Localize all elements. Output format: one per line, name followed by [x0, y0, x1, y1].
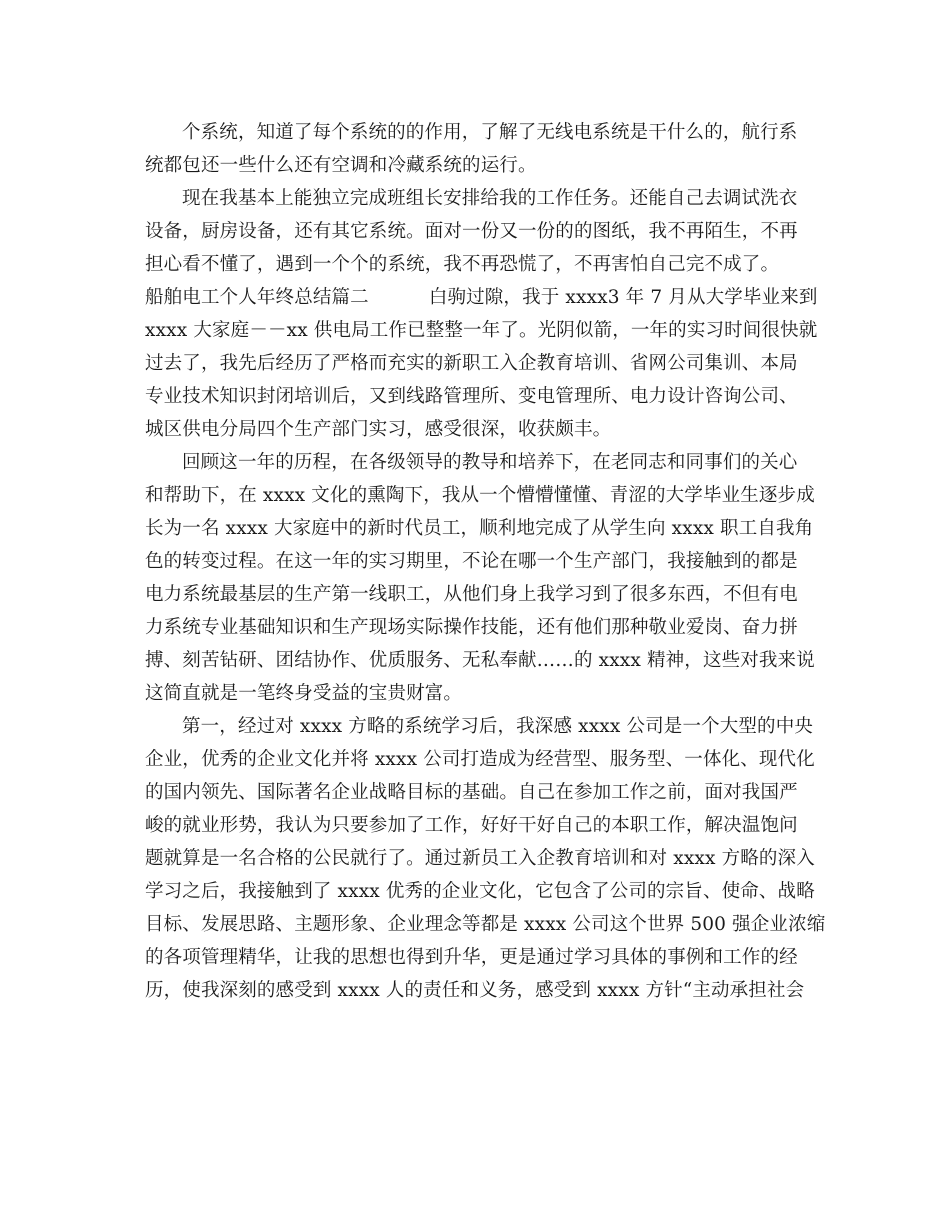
section-heading: 船舶电工个人年终总结篇二: [145, 287, 369, 308]
text-line: 题就算是一名合格的公民就行了。通过新员工入企教育培训和对 xxxx 方略的深入: [145, 848, 815, 869]
text-line: 城区供电分局四个生产部门实习，感受很深，收获颇丰。: [145, 419, 612, 440]
text-line: 专业技术知识封闭培训后，又到线路管理所、变电管理所、电力设计咨询公司、: [145, 386, 798, 407]
text-line: 搏、刻苦钻研、团结协作、优质服务、无私奉献……的 xxxx 精神，这些对我来说: [145, 650, 815, 671]
text-line: 过去了，我先后经历了严格而充实的新职工入企教育培训、省网公司集训、本局: [145, 353, 798, 374]
text-line: 力系统专业基础知识和生产现场实际操作技能，还有他们那种敬业爱岗、奋力拼: [145, 617, 798, 638]
section-heading-text: 白驹过隙，我于 xxxx3 年 7 月从大学毕业来到: [428, 287, 818, 308]
text-line: 企业，优秀的企业文化并将 xxxx 公司打造成为经营型、服务型、一体化、现代化: [145, 749, 815, 770]
text-line: 这简直就是一笔终身受益的宝贵财富。: [145, 683, 463, 704]
text-line: 和帮助下，在 xxxx 文化的熏陶下，我从一个懵懵懂懂、青涩的大学毕业生逐步成: [145, 485, 815, 506]
text-line: 统都包还一些什么还有空调和冷藏系统的运行。: [145, 155, 537, 176]
text-line: xxxx 大家庭－－xx 供电局工作已整整一年了。光阴似箭，一年的实习时间很快就: [145, 320, 818, 341]
text-line: 电力系统最基层的生产第一线职工，从他们身上我学习到了很多东西，不但有电: [145, 584, 798, 605]
text-line: 色的转变过程。在这一年的实习期里，不论在哪一个生产部门，我接触到的都是: [145, 551, 798, 572]
text-line: 目标、发展思路、主题形象、企业理念等都是 xxxx 公司这个世界 500 强企业浓缩: [145, 914, 826, 935]
section-heading-line: [145, 281, 818, 314]
text-line: 设备，厨房设备，还有其它系统。面对一份又一份的的图纸，我不再陌生，不再: [145, 221, 798, 242]
text-line: 担心看不懂了，遇到一个个的系统，我不再恐慌了，不再害怕自己完不成了。: [145, 254, 780, 275]
body-text: [145, 116, 826, 1007]
text-line: 个系统，知道了每个系统的的作用，了解了无线电系统是干什么的，航行系: [182, 122, 798, 143]
text-line: 学习之后，我接触到了 xxxx 优秀的企业文化，它包含了公司的宗旨、使命、战略: [145, 881, 815, 902]
text-line: 第一，经过对 xxxx 方略的系统学习后，我深感 xxxx 公司是一个大型的中央: [182, 716, 813, 737]
text-line: 现在我基本上能独立完成班组长安排给我的工作任务。还能自己去调试洗衣: [182, 188, 798, 209]
text-line: 的各项管理精华，让我的思想也得到升华，更是通过学习具体的事例和工作的经: [145, 947, 798, 968]
text-line: 的国内领先、国际著名企业战略目标的基础。自己在参加工作之前，面对我国严: [145, 782, 798, 803]
text-line: 回顾这一年的历程，在各级领导的教导和培养下，在老同志和同事们的关心: [182, 452, 798, 473]
text-line: 历，使我深刻的感受到 xxxx 人的责任和义务，感受到 xxxx 方针“主动承担社会: [145, 980, 805, 1001]
text-line: 长为一名 xxxx 大家庭中的新时代员工，顺利地完成了从学生向 xxxx 职工自我角: [145, 518, 814, 539]
text-line: 峻的就业形势，我认为只要参加了工作，好好干好自己的本职工作，解决温饱问: [145, 815, 798, 836]
